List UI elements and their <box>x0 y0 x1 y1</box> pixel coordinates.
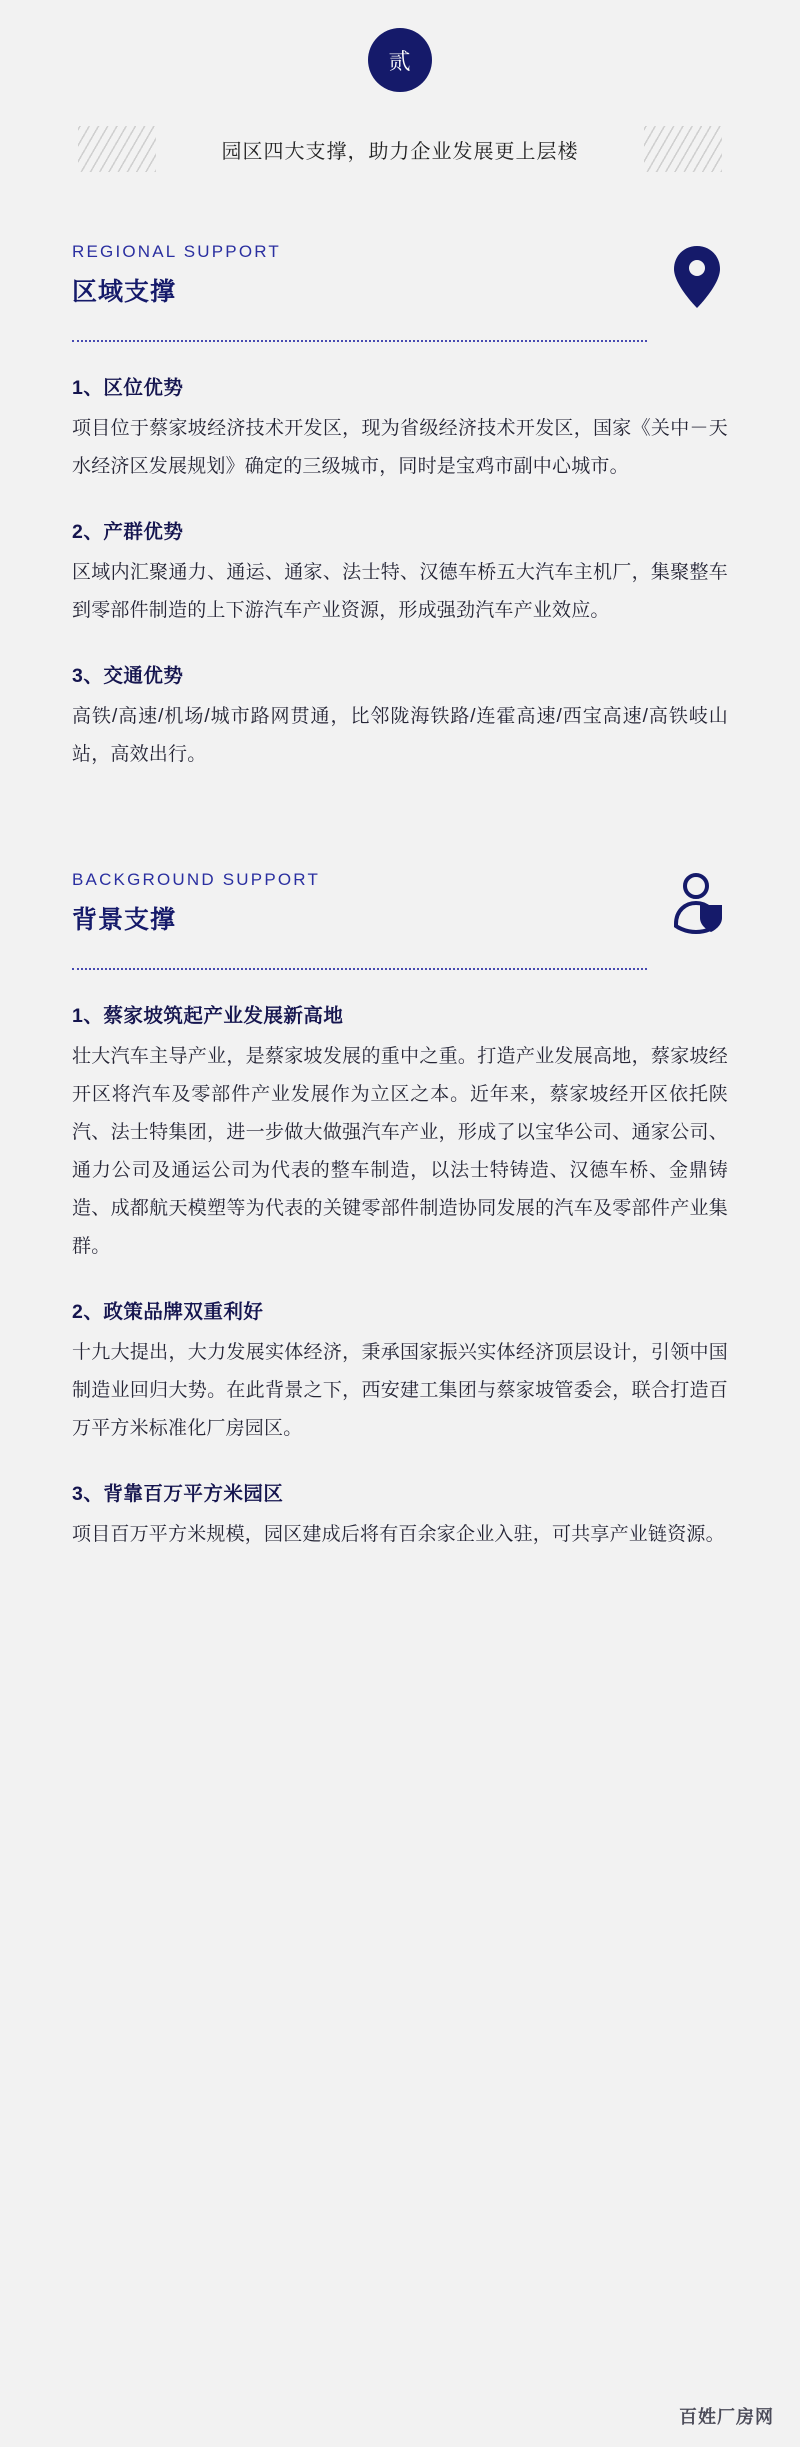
hatch-decoration-right <box>644 126 722 172</box>
list-item <box>72 516 728 630</box>
section-header <box>72 870 728 946</box>
section-title-cn: 区域支撑 <box>72 278 177 306</box>
item-title: 1、蔡家坡筑起产业发展新高地 <box>72 1005 344 1027</box>
list-item <box>72 372 728 486</box>
section-title-en: BACKGROUND SUPPORT <box>72 870 321 889</box>
divider-dotted <box>72 968 647 970</box>
headline-strip <box>0 126 800 172</box>
section-title-cn: 背景支撑 <box>72 906 177 934</box>
section-number-wrap <box>0 0 800 92</box>
section-regional-support <box>0 242 800 774</box>
item-title: 2、政策品牌双重利好 <box>72 1301 264 1323</box>
item-body: 高铁/高速/机场/城市路网贯通，比邻陇海铁路/连霍高速/西宝高速/高铁岐山站，高效出行。 <box>72 706 728 765</box>
item-title: 3、交通优势 <box>72 665 184 687</box>
item-body: 区域内汇聚通力、通运、通家、法士特、汉德车桥五大汽车主机厂，集聚整车到零部件制造的上下游汽车产业资源，形成强劲汽车产业效应。 <box>72 562 728 621</box>
item-title: 3、背靠百万平方米园区 <box>72 1483 284 1505</box>
item-title: 1、区位优势 <box>72 377 184 399</box>
list-item <box>72 1000 728 1266</box>
hatch-decoration-left <box>78 126 156 172</box>
list-item <box>72 660 728 774</box>
item-body: 项目百万平方米规模，园区建成后将有百余家企业入驻，可共享产业链资源。 <box>72 1524 725 1545</box>
person-shield-icon <box>666 872 728 938</box>
location-pin-icon <box>666 244 728 310</box>
item-title: 2、产群优势 <box>72 521 184 543</box>
section-title-en: REGIONAL SUPPORT <box>72 242 282 261</box>
item-body: 项目位于蔡家坡经济技术开发区，现为省级经济技术开发区，国家《关中－天水经济区发展规划》确定的三级城市，同时是宝鸡市副中心城市。 <box>72 418 728 477</box>
item-body: 壮大汽车主导产业，是蔡家坡发展的重中之重。打造产业发展高地，蔡家坡经开区将汽车及零部件产业发展作为立区之本。近年来，蔡家坡经开区依托陕汽、法士特集团，进一步做大做强汽车产业，形成了以宝华公司、通家公司、通力公司及通运公司为代表的整车制造，以法士特铸造、汉德车桥、金鼎铸造、成都航天模塑等为代表的关键零部件制造协同发展的汽车及零部件产业集群。 <box>72 1046 728 1257</box>
divider-dotted <box>72 340 647 342</box>
item-body: 十九大提出，大力发展实体经济，秉承国家振兴实体经济顶层设计，引领中国制造业回归大势。在此背景之下，西安建工集团与蔡家坡管委会，联合打造百万平方米标准化厂房园区。 <box>72 1342 728 1439</box>
site-watermark: 百姓厂房网 <box>679 2407 774 2427</box>
headline-text: 园区四大支撑，助力企业发展更上层楼 <box>206 135 595 164</box>
section-background-support <box>0 870 800 1554</box>
section-number-badge: 贰 <box>368 28 432 92</box>
list-item <box>72 1296 728 1448</box>
list-item <box>72 1478 728 1554</box>
section-header <box>72 242 728 318</box>
